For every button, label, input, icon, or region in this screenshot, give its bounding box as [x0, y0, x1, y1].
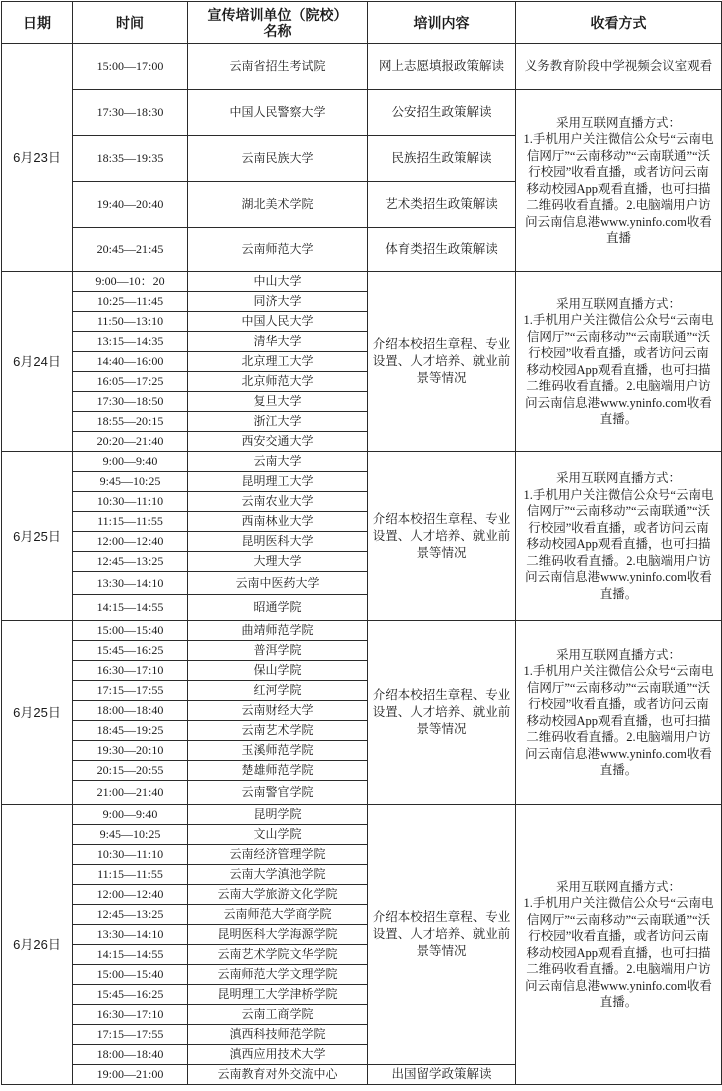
unit-cell: 云南经济管理学院 — [188, 845, 368, 865]
unit-cell: 云南财经大学 — [188, 701, 368, 721]
time-cell: 20:45—21:45 — [73, 228, 188, 272]
content-cell: 出国留学政策解读 — [368, 1065, 516, 1085]
unit-cell: 西南林业大学 — [188, 512, 368, 532]
time-cell: 14:15—14:55 — [73, 595, 188, 621]
time-cell: 18:00—18:40 — [73, 1045, 188, 1065]
content-cell: 体育类招生政策解读 — [368, 228, 516, 272]
content-cell: 艺术类招生政策解读 — [368, 182, 516, 228]
unit-cell: 云南民族大学 — [188, 136, 368, 182]
time-cell: 9:00—10：20 — [73, 272, 188, 292]
time-cell: 11:50—13:10 — [73, 312, 188, 332]
date-cell: 6月23日 — [2, 44, 73, 272]
time-cell: 12:45—13:25 — [73, 552, 188, 572]
content-cell: 介绍本校招生章程、专业设置、人才培养、就业前景等情况 — [368, 272, 516, 452]
date-cell: 6月25日 — [2, 621, 73, 805]
unit-cell: 滇西科技师范学院 — [188, 1025, 368, 1045]
time-cell: 19:40—20:40 — [73, 182, 188, 228]
unit-cell: 文山学院 — [188, 825, 368, 845]
unit-cell: 云南工商学院 — [188, 1005, 368, 1025]
header-time: 时间 — [73, 2, 188, 44]
time-cell: 17:15—17:55 — [73, 681, 188, 701]
table-row — [2, 452, 722, 472]
content-cell: 介绍本校招生章程、专业设置、人才培养、就业前景等情况 — [368, 452, 516, 621]
method-cell: 义务教育阶段中学视频会议室观看 — [516, 44, 722, 90]
unit-cell: 昆明学院 — [188, 805, 368, 825]
unit-cell: 云南艺术学院 — [188, 721, 368, 741]
time-cell: 12:00—12:40 — [73, 532, 188, 552]
time-cell: 15:00—17:00 — [73, 44, 188, 90]
time-cell: 9:00—9:40 — [73, 805, 188, 825]
unit-cell: 昆明医科大学 — [188, 532, 368, 552]
time-cell: 11:15—11:55 — [73, 512, 188, 532]
time-cell: 13:30—14:10 — [73, 925, 188, 945]
time-cell: 14:15—14:55 — [73, 945, 188, 965]
time-cell: 20:20—21:40 — [73, 432, 188, 452]
unit-cell: 云南大学旅游文化学院 — [188, 885, 368, 905]
unit-cell: 云南警官学院 — [188, 781, 368, 805]
table-row — [2, 44, 722, 90]
unit-cell: 北京理工大学 — [188, 352, 368, 372]
time-cell: 12:00—12:40 — [73, 885, 188, 905]
unit-cell: 云南大学 — [188, 452, 368, 472]
schedule-table — [1, 1, 722, 1085]
unit-cell: 复旦大学 — [188, 392, 368, 412]
time-cell: 9:00—9:40 — [73, 452, 188, 472]
header-date: 日期 — [2, 2, 73, 44]
header-method: 收看方式 — [516, 2, 722, 44]
unit-cell: 云南教育对外交流中心 — [188, 1065, 368, 1085]
content-cell: 公安招生政策解读 — [368, 90, 516, 136]
method-cell: 采用互联网直播方式： 1.手机用户关注微信公众号“云南电信网厅”“云南移动”“云南联通”“沃行校园”收看直播，或者访问云南移动校园App观看直播，也可扫描二维码收看直播。2.电脑端用户访问云南信息港www.yninfo.com收看直播。 — [516, 452, 722, 621]
date-cell: 6月24日 — [2, 272, 73, 452]
unit-cell: 昆明医科大学海源学院 — [188, 925, 368, 945]
unit-cell: 云南师范大学文理学院 — [188, 965, 368, 985]
time-cell: 16:30—17:10 — [73, 1005, 188, 1025]
time-cell: 18:55—20:15 — [73, 412, 188, 432]
unit-cell: 湖北美术学院 — [188, 182, 368, 228]
unit-cell: 清华大学 — [188, 332, 368, 352]
time-cell: 17:30—18:30 — [73, 90, 188, 136]
unit-cell: 云南省招生考试院 — [188, 44, 368, 90]
header-content: 培训内容 — [368, 2, 516, 44]
unit-cell: 云南师范大学商学院 — [188, 905, 368, 925]
time-cell: 19:30—20:10 — [73, 741, 188, 761]
content-cell: 介绍本校招生章程、专业设置、人才培养、就业前景等情况 — [368, 621, 516, 805]
unit-cell: 昆明理工大学津桥学院 — [188, 985, 368, 1005]
unit-cell: 西安交通大学 — [188, 432, 368, 452]
unit-cell: 北京师范大学 — [188, 372, 368, 392]
header-unit: 宣传培训单位（院校）名称 — [188, 2, 368, 44]
header-row — [2, 2, 722, 44]
unit-cell: 昆明理工大学 — [188, 472, 368, 492]
time-cell: 18:45—19:25 — [73, 721, 188, 741]
time-cell: 9:45—10:25 — [73, 472, 188, 492]
table-row — [2, 272, 722, 292]
table-row — [2, 90, 722, 136]
time-cell: 15:45—16:25 — [73, 641, 188, 661]
unit-cell: 大理大学 — [188, 552, 368, 572]
unit-cell: 云南中医药大学 — [188, 572, 368, 595]
unit-cell: 云南艺术学院文华学院 — [188, 945, 368, 965]
time-cell: 14:40—16:00 — [73, 352, 188, 372]
method-cell: 采用互联网直播方式： 1.手机用户关注微信公众号“云南电信网厅”“云南移动”“云南联通”“沃行校园”收看直播，或者访问云南移动校园App观看直播，也可扫描二维码收看直播。2.电脑端用户访问云南信息港www.yninfo.com收看直播。 — [516, 805, 722, 1085]
unit-cell: 曲靖师范学院 — [188, 621, 368, 641]
method-cell: 采用互联网直播方式： 1.手机用户关注微信公众号“云南电信网厅”“云南移动”“云南联通”“沃行校园”收看直播，或者访问云南移动校园App观看直播，也可扫描二维码收看直播。2.电脑端用户访问云南信息港www.yninfo.com收看直播。 — [516, 621, 722, 805]
unit-cell: 云南农业大学 — [188, 492, 368, 512]
time-cell: 13:30—14:10 — [73, 572, 188, 595]
time-cell: 18:00—18:40 — [73, 701, 188, 721]
method-cell: 采用互联网直播方式： 1.手机用户关注微信公众号“云南电信网厅”“云南移动”“云南联通”“沃行校园”收看直播，或者访问云南移动校园App观看直播，也可扫描二维码收看直播。2.电脑端用户访问云南信息港www.yninfo.com收看直播 — [516, 90, 722, 272]
time-cell: 16:05—17:25 — [73, 372, 188, 392]
unit-cell: 中国人民大学 — [188, 312, 368, 332]
time-cell: 13:15—14:35 — [73, 332, 188, 352]
time-cell: 10:30—11:10 — [73, 845, 188, 865]
unit-cell: 浙江大学 — [188, 412, 368, 432]
time-cell: 20:15—20:55 — [73, 761, 188, 781]
time-cell: 9:45—10:25 — [73, 825, 188, 845]
unit-cell: 中山大学 — [188, 272, 368, 292]
time-cell: 15:00—15:40 — [73, 965, 188, 985]
date-cell: 6月25日 — [2, 452, 73, 621]
time-cell: 16:30—17:10 — [73, 661, 188, 681]
unit-cell: 云南大学滇池学院 — [188, 865, 368, 885]
time-cell: 21:00—21:40 — [73, 781, 188, 805]
time-cell: 11:15—11:55 — [73, 865, 188, 885]
method-cell: 采用互联网直播方式： 1.手机用户关注微信公众号“云南电信网厅”“云南移动”“云南联通”“沃行校园”收看直播，或者访问云南移动校园App观看直播，也可扫描二维码收看直播。2.电脑端用户访问云南信息港www.yninfo.com收看直播。 — [516, 272, 722, 452]
unit-cell: 楚雄师范学院 — [188, 761, 368, 781]
table-row — [2, 805, 722, 825]
time-cell: 19:00—21:00 — [73, 1065, 188, 1085]
date-cell: 6月26日 — [2, 805, 73, 1085]
time-cell: 12:45—13:25 — [73, 905, 188, 925]
unit-cell: 保山学院 — [188, 661, 368, 681]
unit-cell: 昭通学院 — [188, 595, 368, 621]
unit-cell: 云南师范大学 — [188, 228, 368, 272]
content-cell: 介绍本校招生章程、专业设置、人才培养、就业前景等情况 — [368, 805, 516, 1065]
unit-cell: 普洱学院 — [188, 641, 368, 661]
unit-cell: 同济大学 — [188, 292, 368, 312]
unit-cell: 中国人民警察大学 — [188, 90, 368, 136]
content-cell: 网上志愿填报政策解读 — [368, 44, 516, 90]
time-cell: 15:45—16:25 — [73, 985, 188, 1005]
time-cell: 17:15—17:55 — [73, 1025, 188, 1045]
time-cell: 18:35—19:35 — [73, 136, 188, 182]
unit-cell: 滇西应用技术大学 — [188, 1045, 368, 1065]
time-cell: 10:30—11:10 — [73, 492, 188, 512]
time-cell: 15:00—15:40 — [73, 621, 188, 641]
unit-cell: 玉溪师范学院 — [188, 741, 368, 761]
time-cell: 10:25—11:45 — [73, 292, 188, 312]
content-cell: 民族招生政策解读 — [368, 136, 516, 182]
time-cell: 17:30—18:50 — [73, 392, 188, 412]
unit-cell: 红河学院 — [188, 681, 368, 701]
table-row — [2, 621, 722, 641]
